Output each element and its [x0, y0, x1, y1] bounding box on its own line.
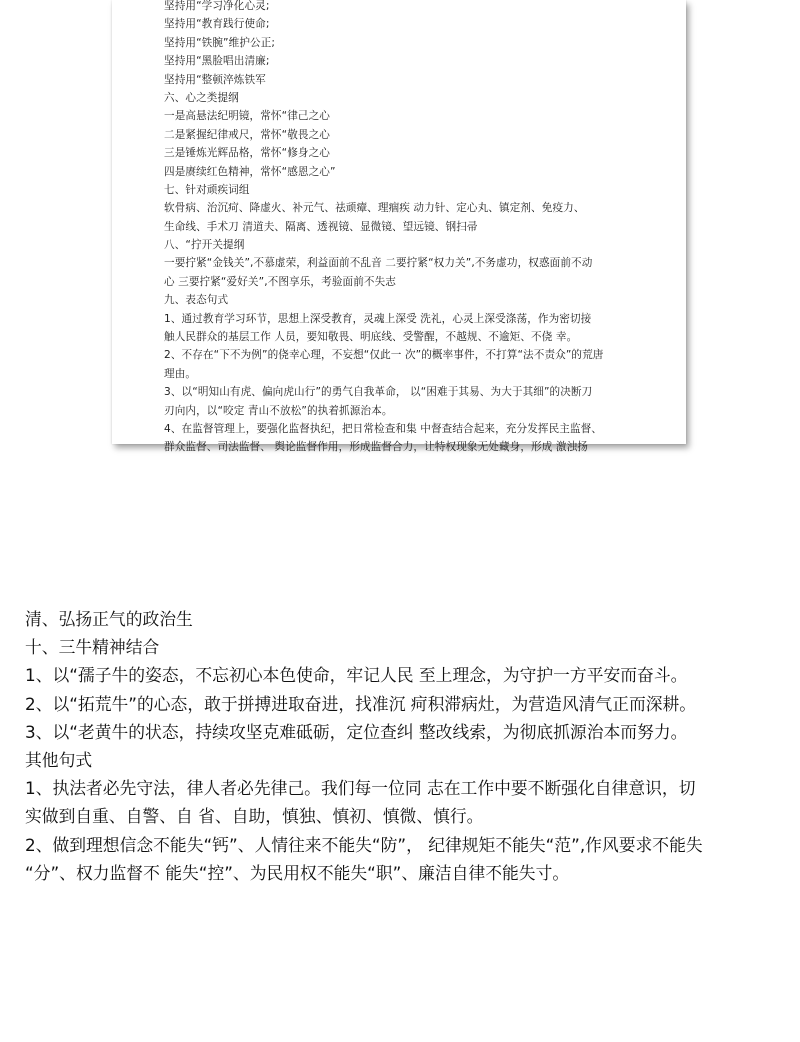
section-heading: 九、表态句式	[164, 294, 229, 307]
text-line: 3、以“明知山有虎、偏向虎山行”的勇气自我革命， 以“困难于其易、为大于其细”的决断刀	[164, 386, 593, 399]
section-heading: 七、针对顽疾词组	[164, 183, 250, 196]
document-page-text	[164, 0, 654, 457]
section-heading: 八、“拧开关提纲	[164, 239, 245, 252]
section-heading: 十、三牛精神结合	[25, 637, 160, 658]
text-line: 3、以“老黄牛的状态，持续攻坚克难砥砺，定位查纠 整改线索，为彻底抓源治本而努力。	[25, 721, 688, 742]
text-line: 1、以“孺子牛的姿态，不忘初心本色使命，牢记人民 至上理念，为守护一方平安而奋斗。	[25, 665, 688, 686]
text-line: 坚持用“整顿淬炼铁军	[164, 73, 266, 86]
text-line: 一要拧紧“金钱关”,不慕虚荣，利益面前不乱音 二要拧紧“权力关”,不务虚功，权惑面前不动	[164, 257, 593, 270]
text-line: 一是高悬法纪明镜，常怀“律己之心	[164, 110, 330, 123]
text-line: 触人民群众的基层工作 人员，要知敬畏、明底线、受警醒，不越规、不逾矩、不侥 幸。	[164, 331, 578, 344]
text-line: 4、在监督管理上，要强化监督执纪，把日常检查和集 中督查结合起来，充分发挥民主监督、	[164, 422, 603, 435]
text-line: 四是赓续红色精神，常怀“感恩之心”	[164, 165, 336, 178]
text-line: 坚持用“教育践行使命;	[164, 18, 270, 31]
section-heading: 其他句式	[25, 749, 93, 770]
text-line: 2、做到理想信念不能失“钙”、人情往来不能失“防”， 纪律规矩不能失“范”,作风要求不能失	[25, 834, 703, 855]
section-heading: 六、心之类提纲	[164, 91, 239, 104]
text-line: 1、执法者必先守法，律人者必先律己。我们每一位同 志在工作中要不断强化自律意识，切	[25, 778, 696, 799]
text-line: 理由。	[164, 367, 197, 380]
text-line: 心 三要拧紧“爱好关”,不图享乐，考验面前不失志	[164, 275, 396, 288]
text-line: 刃向内，以“咬定 青山不放松”的执着抓源治本。	[164, 404, 393, 417]
text-line: 坚持用“学习净化心灵;	[164, 0, 270, 12]
text-line: 1、通过教育学习环节，思想上深受教育，灵魂上深受 洗礼，心灵上深受涤荡，作为密切接	[164, 312, 592, 325]
text-line: 清、弘扬正气的政治生	[25, 609, 193, 629]
text-line: “分”、权力监督不 能失“控”、为民用权不能失“职”、廉洁自律不能失寸。	[25, 862, 570, 883]
text-line: 2、以“拓荒牛”的心态，敢于拼搏进取奋进，找准沉 疴积滞病灶，为营造风清气正而深耕。	[25, 693, 697, 714]
text-line: 二是紧握纪律戒尺，常怀“敬畏之心	[164, 128, 330, 141]
text-line: 三是锤炼光辉品格，常怀“修身之心	[164, 147, 330, 160]
text-line: 实做到自重、自警、自 省、自助，慎独、慎初、慎微、慎行。	[25, 806, 484, 827]
document-page-preview	[112, 0, 686, 454]
text-line: 坚持用“铁腕”维护公正;	[164, 36, 276, 49]
text-line: 群众监督、司法监督、 舆论监督作用，形成监督合力，让特权现象无处藏身，形成 激浊扬	[164, 441, 588, 454]
text-line: 2、不存在“下不为例”的侥幸心理，不妄想“仅此一 次”的概率事件，不打算“法不责众”的荒唐	[164, 349, 604, 362]
text-line: 生命线、手术刀 清道夫、隔离、透视镜、显微镜、望远镜、钢扫帚	[164, 220, 478, 233]
text-line: 软骨病、治沉疴、降虚火、补元气、祛顽瘴、理痼疾 动力针、定心丸、镇定剂、免疫力、	[164, 202, 585, 215]
continuation-text	[25, 605, 785, 887]
text-line: 坚持用“黑脸唱出清廉;	[164, 55, 270, 68]
